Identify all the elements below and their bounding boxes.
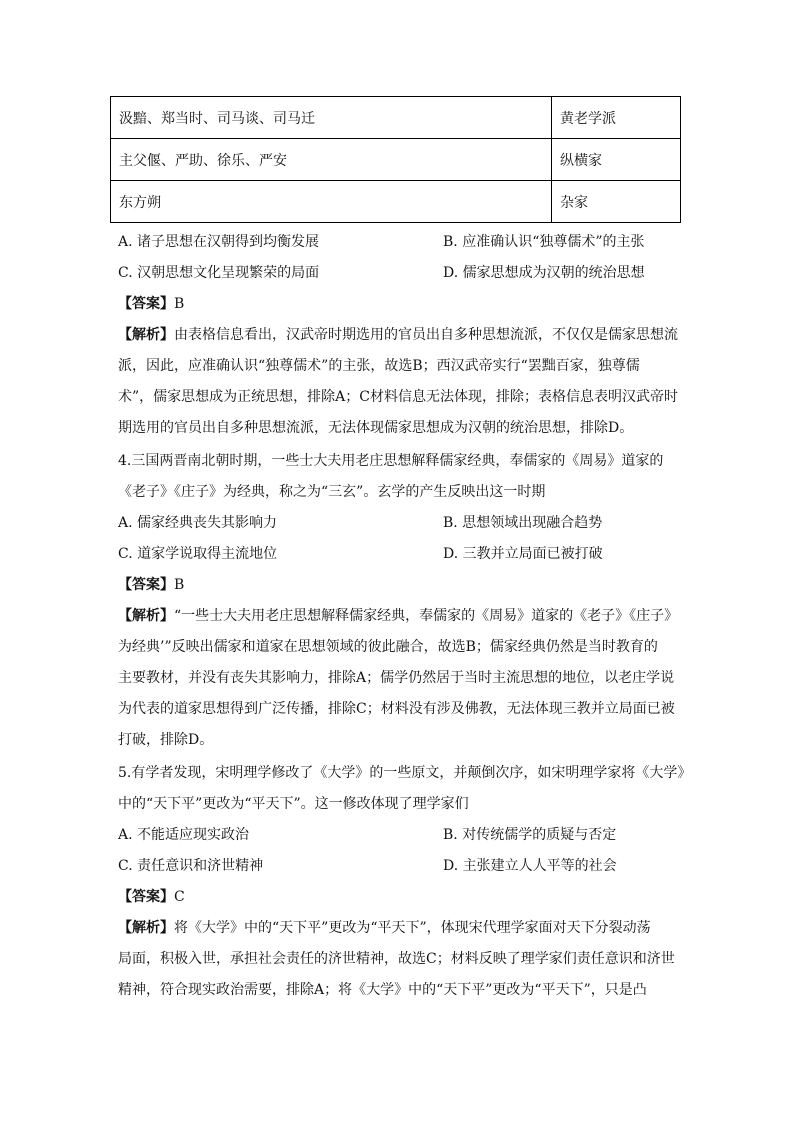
q3-analysis-line: 术”，儒家思想成为正统思想，排除A；C材料信息无法体现，排除；表格信息表明汉武帝时 xyxy=(118,389,678,405)
q4-analysis-line: 为经典’”反映出儒家和道家在思想领域的彼此融合，故选B；儒家经典仍然是当时教育的 xyxy=(118,639,658,655)
q4-option-d: D. 三教并立局面已被打破 xyxy=(443,546,603,562)
q3-analysis-line: 派，因此，应准确认识“独尊儒术”的主张，故选B；西汉武帝实行“罢黜百家，独尊儒 xyxy=(118,358,640,374)
q3-option-b: B. 应准确认识“独尊儒术”的主张 xyxy=(443,234,645,250)
q4-option-a: A. 儒家经典丧失其影响力 xyxy=(118,515,278,531)
q5-answer xyxy=(118,886,185,906)
officials-table xyxy=(110,96,681,223)
table-row xyxy=(111,139,681,181)
q3-analysis-line xyxy=(118,324,678,344)
q5-option-b: B. 对传统儒学的质疑与否定 xyxy=(443,827,617,843)
answer-value: B xyxy=(174,577,185,593)
q5-analysis-line: 局面，积极入世，承担社会责任的济世精神，故选C；材料反映了理学家们责任意识和济世 xyxy=(118,951,675,967)
q5-analysis-line: 精神，符合现实政治需要，排除A；将《大学》中的“天下平”更改为“平天下”，只是凸 xyxy=(118,982,647,998)
q4-analysis-line: 为代表的道家思想得到广泛传播，排除C；材料没有涉及佛教，无法体现三教并立局面已被 xyxy=(118,701,675,717)
q5-analysis-line xyxy=(118,917,651,937)
answer-label: 【答案】 xyxy=(118,889,174,905)
q5-option-a: A. 不能适应现实政治 xyxy=(118,827,250,843)
table-row xyxy=(111,97,681,139)
q5-stem-line: 5.有学者发现，宋明理学修改了《大学》的一些原文，并颠倒次序，如宋明理学家将《大学》 xyxy=(118,765,692,781)
analysis-label: 【解析】 xyxy=(118,327,174,343)
table-cell: 杂家 xyxy=(552,181,681,223)
q4-analysis-line: 主要教材，并没有丧失其影响力，排除A；儒学仍然居于当时主流思想的地位，以老庄学说 xyxy=(118,670,675,686)
q4-analysis-line: 打破，排除D。 xyxy=(118,732,214,748)
q4-analysis-line xyxy=(118,605,678,625)
answer-label: 【答案】 xyxy=(118,296,174,312)
table-cell: 主父偃、严助、徐乐、严安 xyxy=(111,139,552,181)
q4-option-b: B. 思想领域出现融合趋势 xyxy=(443,515,603,531)
q5-stem-line: 中的“天下平”更改为“平天下”。这一修改体现了理学家们 xyxy=(118,796,469,812)
answer-value: B xyxy=(174,296,185,312)
q4-answer xyxy=(118,574,184,594)
q3-answer xyxy=(118,293,184,313)
q5-option-c: C. 责任意识和济世精神 xyxy=(118,858,264,874)
q4-stem-line: 《老子》《庄子》为经典，称之为“三玄”。玄学的产生反映出这一时期 xyxy=(118,484,546,500)
q4-option-c: C. 道家学说取得主流地位 xyxy=(118,546,278,562)
table-cell: 东方朔 xyxy=(111,181,552,223)
table-cell: 纵横家 xyxy=(552,139,681,181)
table-row xyxy=(111,181,681,223)
analysis-text: 由表格信息看出，汉武帝时期选用的官员出自多种思想流派，不仅仅是儒家思想流 xyxy=(174,327,678,343)
answer-value: C xyxy=(174,889,185,905)
q3-option-c: C. 汉朝思想文化呈现繁荣的局面 xyxy=(118,265,320,281)
q5-option-d: D. 主张建立人人平等的社会 xyxy=(443,858,617,874)
q3-analysis-line: 期选用的官员出自多种思想流派，无法体现儒家思想成为汉朝的统治思想，排除D。 xyxy=(118,420,634,436)
table-cell: 汲黯、郑当时、司马谈、司马迁 xyxy=(111,97,552,139)
analysis-label: 【解析】 xyxy=(118,608,174,624)
table-cell: 黄老学派 xyxy=(552,97,681,139)
answer-label: 【答案】 xyxy=(118,577,174,593)
q3-option-a: A. 诸子思想在汉朝得到均衡发展 xyxy=(118,234,320,250)
q3-option-d: D. 儒家思想成为汉朝的统治思想 xyxy=(443,265,645,281)
analysis-text: 将《大学》中的“天下平”更改为“平天下”，体现宋代理学家面对天下分裂动荡 xyxy=(174,920,651,936)
q4-stem-line: 4.三国两晋南北朝时期，一些士大夫用老庄思想解释儒家经典，奉儒家的《周易》道家的 xyxy=(118,453,664,469)
analysis-label: 【解析】 xyxy=(118,920,174,936)
analysis-text: “一些士大夫用老庄思想解释儒家经典，奉儒家的《周易》道家的《老子》《庄子》 xyxy=(174,608,679,624)
